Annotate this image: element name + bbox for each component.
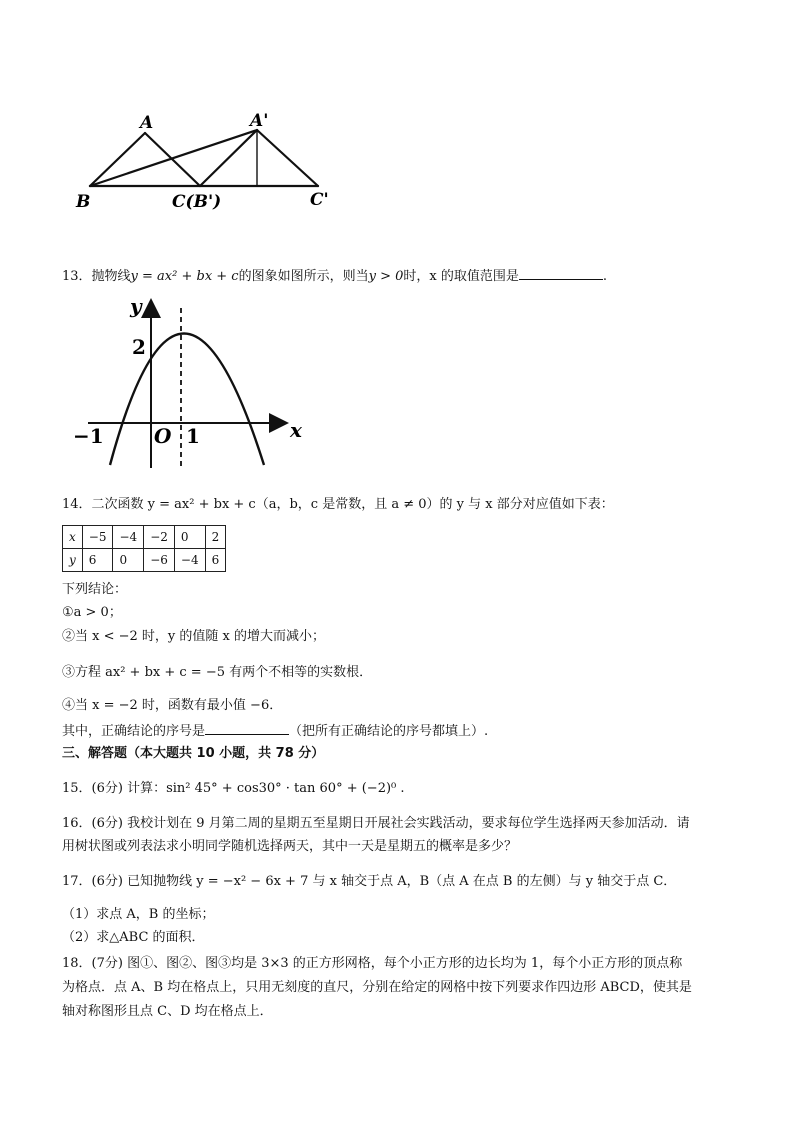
- triangles-figure: [60, 100, 360, 220]
- q14-answer-line: [62, 722, 488, 741]
- label-1: 1: [186, 424, 200, 448]
- label-O: O: [154, 424, 172, 448]
- q13-end: .: [602, 269, 607, 284]
- q14-answer-blank[interactable]: [205, 722, 289, 735]
- question-17-part-1: （1）求点 A，B 的坐标；: [62, 907, 215, 922]
- label-x: x: [290, 418, 302, 442]
- question-18-line-2: 为格点．点 A、B 均在格点上，只用无刻度的直尺，分别在给定的网格中按下列要求作四边形 ABCD，使其是: [62, 980, 692, 995]
- q13-text-after: 时，x 的取值范围是: [403, 269, 519, 284]
- q14-answer-prefix: 其中，正确结论的序号是: [62, 724, 206, 739]
- question-18-line-1: 18．(7分) 图①、图②、图③均是 3×3 的正方形网格，每个小正方形的边长均为 1，每个小正方形的顶点称: [62, 956, 683, 971]
- table-cell: 6: [205, 549, 226, 572]
- table-row-y: [63, 549, 226, 572]
- table-row-x: [63, 526, 226, 549]
- question-18-line-3: 轴对称图形且点 C、D 均在格点上．: [62, 1004, 273, 1019]
- table-cell: 2: [205, 526, 226, 549]
- q13-condition: y > 0: [368, 269, 404, 284]
- q13-text-before: 13．抛物线: [62, 269, 131, 284]
- question-17: 17．(6分) 已知抛物线 y = −x² − 6x + 7 与 x 轴交于点 A，B（点 A 在点 B 的左侧）与 y 轴交于点 C．: [62, 874, 677, 889]
- section-3-heading: 三、解答题（本大题共 10 小题，共 78 分）: [62, 746, 325, 761]
- label-C-prime: C': [310, 190, 329, 210]
- conclusion-4: ④当 x = −2 时，函数有最小值 −6．: [62, 698, 283, 713]
- q14-answer-suffix: （把所有正确结论的序号都填上）.: [289, 724, 489, 739]
- question-13: [62, 267, 607, 286]
- label-C-B-prime: C(B'): [172, 192, 222, 212]
- label-A: A: [140, 113, 154, 133]
- q13-formula: y = ax² + bx + c: [130, 269, 239, 284]
- table-cell: 6: [82, 549, 113, 572]
- table-cell: 0: [113, 549, 144, 572]
- label-B: B: [76, 192, 91, 212]
- conclusion-3: ③方程 ax² + bx + c = −5 有两个不相等的实数根．: [62, 665, 373, 680]
- conclusion-2: ②当 x < −2 时，y 的值随 x 的增大而减小；: [62, 629, 325, 644]
- q13-answer-blank[interactable]: [519, 267, 603, 280]
- table-cell: −4: [113, 526, 144, 549]
- question-15: 15．(6分) 计算：sin² 45° + cos30° · tan 60° + (−2)⁰ .: [62, 781, 405, 796]
- table-cell: −6: [144, 549, 175, 572]
- table-cell: x: [63, 526, 83, 549]
- table-cell: −2: [144, 526, 175, 549]
- question-16-line-2: 用树状图或列表法求小明同学随机选择两天，其中一天是星期五的概率是多少？: [62, 839, 518, 854]
- question-17-part-2: （2）求△ABC 的面积．: [62, 930, 205, 945]
- conclusion-1: ①a > 0；: [62, 605, 122, 620]
- question-14-intro: 14．二次函数 y = ax² + bx + c（a，b，c 是常数，且 a ≠ 0）的 y 与 x 部分对应值如下表：: [62, 497, 614, 512]
- label-A-prime: A': [250, 111, 269, 131]
- label-y: y: [130, 294, 142, 318]
- parabola-figure: [70, 290, 320, 475]
- label-2: 2: [132, 335, 146, 359]
- table-cell: y: [63, 549, 83, 572]
- label-neg1: −1: [73, 424, 104, 448]
- table-cell: 0: [174, 526, 205, 549]
- table-cell: −5: [82, 526, 113, 549]
- q13-text-mid: 的图象如图所示，则当: [238, 269, 369, 284]
- conclusions-title: 下列结论：: [62, 582, 128, 597]
- value-table: [62, 525, 226, 572]
- table-cell: −4: [174, 549, 205, 572]
- question-16-line-1: 16．(6分) 我校计划在 9 月第二周的星期五至星期日开展社会实践活动，要求每位学生选择两天参加活动．请: [62, 816, 690, 831]
